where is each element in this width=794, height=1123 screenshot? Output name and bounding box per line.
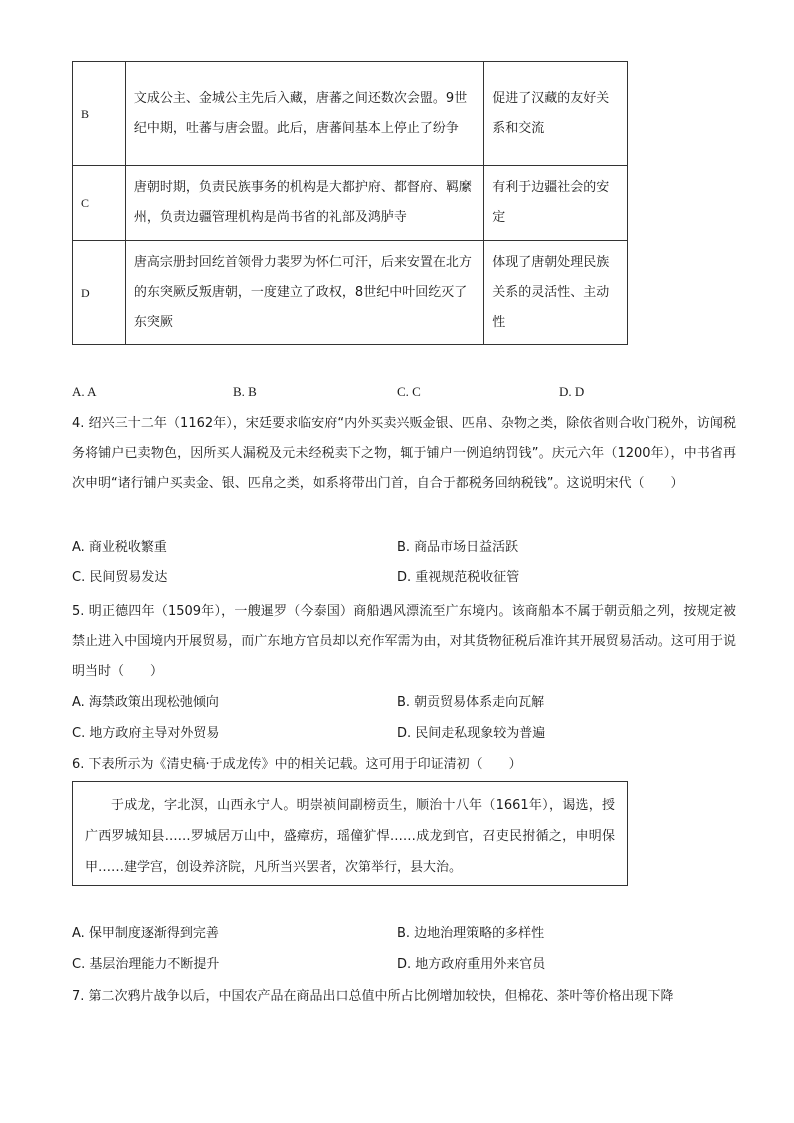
q5-stem: 5. 明正德四年（1509年），一艘暹罗（今泰国）商船遇风漂流至广东境内。该商船本不属于朝贡船之列，按规定被禁止进入中国境内开展贸易，而广东地方官员却以充作军需为由，对其货物征税后准许其开展贸易活动。这可用于说明当时（ ） — [72, 604, 736, 679]
q4-stem: 4. 绍兴三十二年（1162年），宋廷要求临安府“内外买卖兴贩金银、匹帛、杂物之类，除依省则合收门税外，访闻税务将铺户已卖物色，因所买人漏税及元未经税卖下之物，辄于铺户一例追纳罚钱”。庆元六年（1200年），中书省再次申明“诸行铺户买卖金、银、匹帛之类，如系将带出门首，自合于都税务回纳税钱”。这说明宋代（ ） — [72, 416, 736, 491]
q6-option-d: D. 地方政府重用外来官员 — [397, 957, 546, 972]
q5-option-c: C. 地方政府主导对外贸易 — [72, 726, 220, 741]
row-letter: B — [73, 62, 126, 166]
q4-option-c: C. 民间贸易发达 — [72, 570, 168, 585]
q3-option-b: B. B — [233, 384, 257, 399]
row-content: 文成公主、金城公主先后入藏，唐蕃之间还数次会盟。9世纪中期，吐蕃与唐会盟。此后，唐蕃间基本上停止了纷争 — [125, 62, 483, 166]
q4-option-b: B. 商品市场日益活跃 — [397, 540, 519, 555]
row-effect: 有利于边疆社会的安定 — [484, 166, 628, 241]
q5-option-d: D. 民间走私现象较为普遍 — [397, 726, 546, 741]
q3-option-c: C. C — [397, 384, 421, 399]
q5-option-b: B. 朝贡贸易体系走向瓦解 — [397, 695, 545, 710]
q3-option-a: A. A — [72, 384, 97, 399]
row-content: 唐朝时期，负责民族事务的机构是大都护府、都督府、羁縻州，负责边疆管理机构是尚书省的礼部及鸿胪寺 — [125, 166, 483, 241]
q6-stem: 6. 下表所示为《清史稿·于成龙传》中的相关记载。这可用于印证清初（ ） — [72, 757, 522, 772]
table-row — [73, 62, 628, 166]
row-letter: C — [73, 166, 126, 241]
q6-quote-box — [72, 781, 628, 886]
table-row — [73, 166, 628, 241]
q6-option-c: C. 基层治理能力不断提升 — [72, 957, 220, 972]
q4-option-a: A. 商业税收繁重 — [72, 540, 167, 555]
q5-option-a: A. 海禁政策出现松弛倾向 — [72, 695, 219, 710]
q4-option-d: D. 重视规范税收征管 — [397, 570, 520, 585]
q6-option-b: B. 边地治理策略的多样性 — [397, 926, 545, 941]
q6-option-a: A. 保甲制度逐渐得到完善 — [72, 926, 219, 941]
table-row — [73, 241, 628, 345]
q7-stem: 7. 第二次鸦片战争以后，中国农产品在商品出口总值中所占比例增加较快，但棉花、茶叶等价格出现下降 — [72, 989, 674, 1004]
row-letter: D — [73, 241, 126, 345]
q6-quote-text: 于成龙，字北溟，山西永宁人。明崇祯间副榜贡生，顺治十八年（1661年），谒选，授广西罗城知县……罗城居万山中，盛瘴疠，瑶僮犷悍……成龙到官，召吏民拊循之，申明保甲……建学宫，创设养济院，凡所当兴罢者，次第举行，县大治。 — [85, 798, 615, 875]
options-table — [72, 61, 628, 345]
row-effect: 体现了唐朝处理民族关系的灵活性、主动性 — [484, 241, 628, 345]
q3-option-d: D. D — [559, 384, 585, 399]
row-content: 唐高宗册封回纥首领骨力裴罗为怀仁可汗，后来安置在北方的东突厥反叛唐朝，一度建立了政权，8世纪中叶回纥灭了东突厥 — [125, 241, 483, 345]
row-effect: 促进了汉藏的友好关系和交流 — [484, 62, 628, 166]
